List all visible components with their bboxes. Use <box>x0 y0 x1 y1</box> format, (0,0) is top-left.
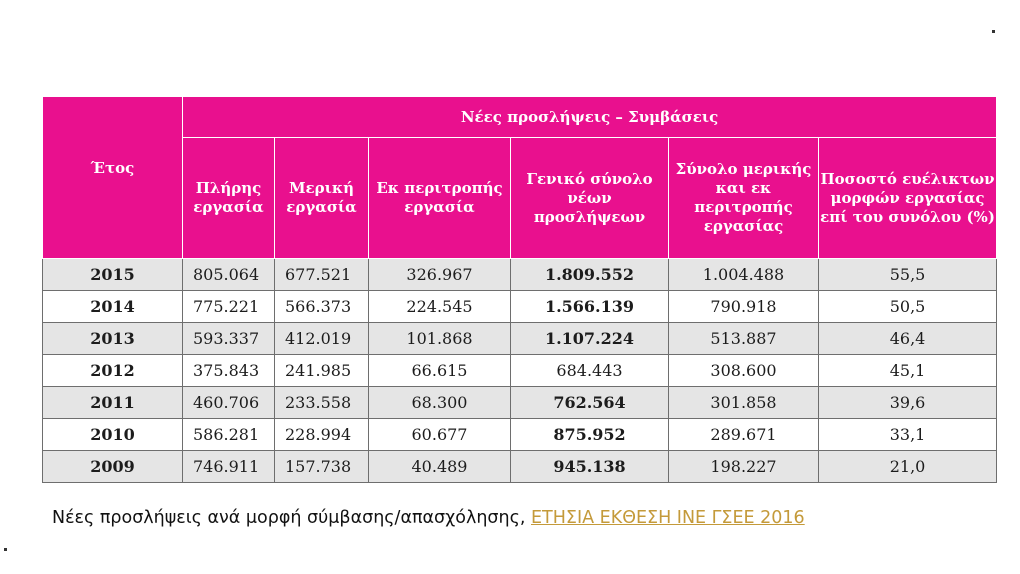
new-hires-group-header: Νέες προσλήψεις – Συμβάσεις <box>183 97 997 138</box>
cell-part-rot: 289.671 <box>669 419 819 451</box>
cell-part: 677.521 <box>275 259 369 291</box>
col-full-time-header: Πλήρης εργασία <box>183 138 275 259</box>
cell-total: 1.809.552 <box>511 259 669 291</box>
cell-part: 157.738 <box>275 451 369 483</box>
cell-full: 805.064 <box>183 259 275 291</box>
cell-full: 775.221 <box>183 291 275 323</box>
cell-total: 875.952 <box>511 419 669 451</box>
employment-table-container <box>42 96 996 483</box>
cell-total: 945.138 <box>511 451 669 483</box>
table-row <box>43 259 997 291</box>
col-total-header: Γενικό σύνολο νέων προσλήψεων <box>511 138 669 259</box>
table-row <box>43 355 997 387</box>
table-row <box>43 387 997 419</box>
cell-pct: 46,4 <box>819 323 997 355</box>
table-caption <box>52 508 992 528</box>
new-hires-table <box>42 96 997 483</box>
cell-full: 375.843 <box>183 355 275 387</box>
cell-part-rot: 301.858 <box>669 387 819 419</box>
cell-rotation: 68.300 <box>369 387 511 419</box>
table-row <box>43 291 997 323</box>
cell-pct: 50,5 <box>819 291 997 323</box>
cell-year: 2011 <box>43 387 183 419</box>
cell-pct: 21,0 <box>819 451 997 483</box>
cell-rotation: 101.868 <box>369 323 511 355</box>
cell-year: 2012 <box>43 355 183 387</box>
cell-full: 586.281 <box>183 419 275 451</box>
cell-part-rot: 790.918 <box>669 291 819 323</box>
cell-rotation: 40.489 <box>369 451 511 483</box>
stray-mark <box>992 30 995 33</box>
table-row <box>43 451 997 483</box>
cell-rotation: 66.615 <box>369 355 511 387</box>
cell-rotation: 326.967 <box>369 259 511 291</box>
cell-part: 241.985 <box>275 355 369 387</box>
cell-part: 566.373 <box>275 291 369 323</box>
cell-full: 746.911 <box>183 451 275 483</box>
cell-rotation: 224.545 <box>369 291 511 323</box>
cell-rotation: 60.677 <box>369 419 511 451</box>
cell-full: 593.337 <box>183 323 275 355</box>
cell-full: 460.706 <box>183 387 275 419</box>
cell-pct: 55,5 <box>819 259 997 291</box>
cell-total: 762.564 <box>511 387 669 419</box>
cell-part-rot: 1.004.488 <box>669 259 819 291</box>
cell-pct: 39,6 <box>819 387 997 419</box>
cell-part-rot: 308.600 <box>669 355 819 387</box>
cell-part-rot: 198.227 <box>669 451 819 483</box>
cell-year: 2015 <box>43 259 183 291</box>
cell-year: 2014 <box>43 291 183 323</box>
col-rotation-header: Εκ περιτροπής εργασία <box>369 138 511 259</box>
cell-part-rot: 513.887 <box>669 323 819 355</box>
cell-total: 1.566.139 <box>511 291 669 323</box>
cell-total: 684.443 <box>511 355 669 387</box>
col-part-rotation-header: Σύνολο μερικής και εκ περιτροπής εργασίας <box>669 138 819 259</box>
cell-total: 1.107.224 <box>511 323 669 355</box>
cell-pct: 45,1 <box>819 355 997 387</box>
cell-part: 228.994 <box>275 419 369 451</box>
year-column-header: Έτος <box>43 97 183 259</box>
col-part-time-header: Μερική εργασία <box>275 138 369 259</box>
cell-year: 2009 <box>43 451 183 483</box>
cell-year: 2013 <box>43 323 183 355</box>
col-flexible-pct-header: Ποσοστό ευέλικτων μορφών εργασίας επί του συνόλου (%) <box>819 138 997 259</box>
source-link[interactable]: ΕΤΗΣΙΑ ΕΚΘΕΣΗ ΙΝΕ ΓΣΕΕ 2016 <box>531 508 805 528</box>
caption-text: Νέες προσλήψεις ανά μορφή σύμβασης/απασχόλησης, <box>52 508 531 528</box>
table-row <box>43 323 997 355</box>
cell-pct: 33,1 <box>819 419 997 451</box>
table-row <box>43 419 997 451</box>
stray-mark <box>4 548 7 551</box>
cell-part: 412.019 <box>275 323 369 355</box>
cell-part: 233.558 <box>275 387 369 419</box>
cell-year: 2010 <box>43 419 183 451</box>
